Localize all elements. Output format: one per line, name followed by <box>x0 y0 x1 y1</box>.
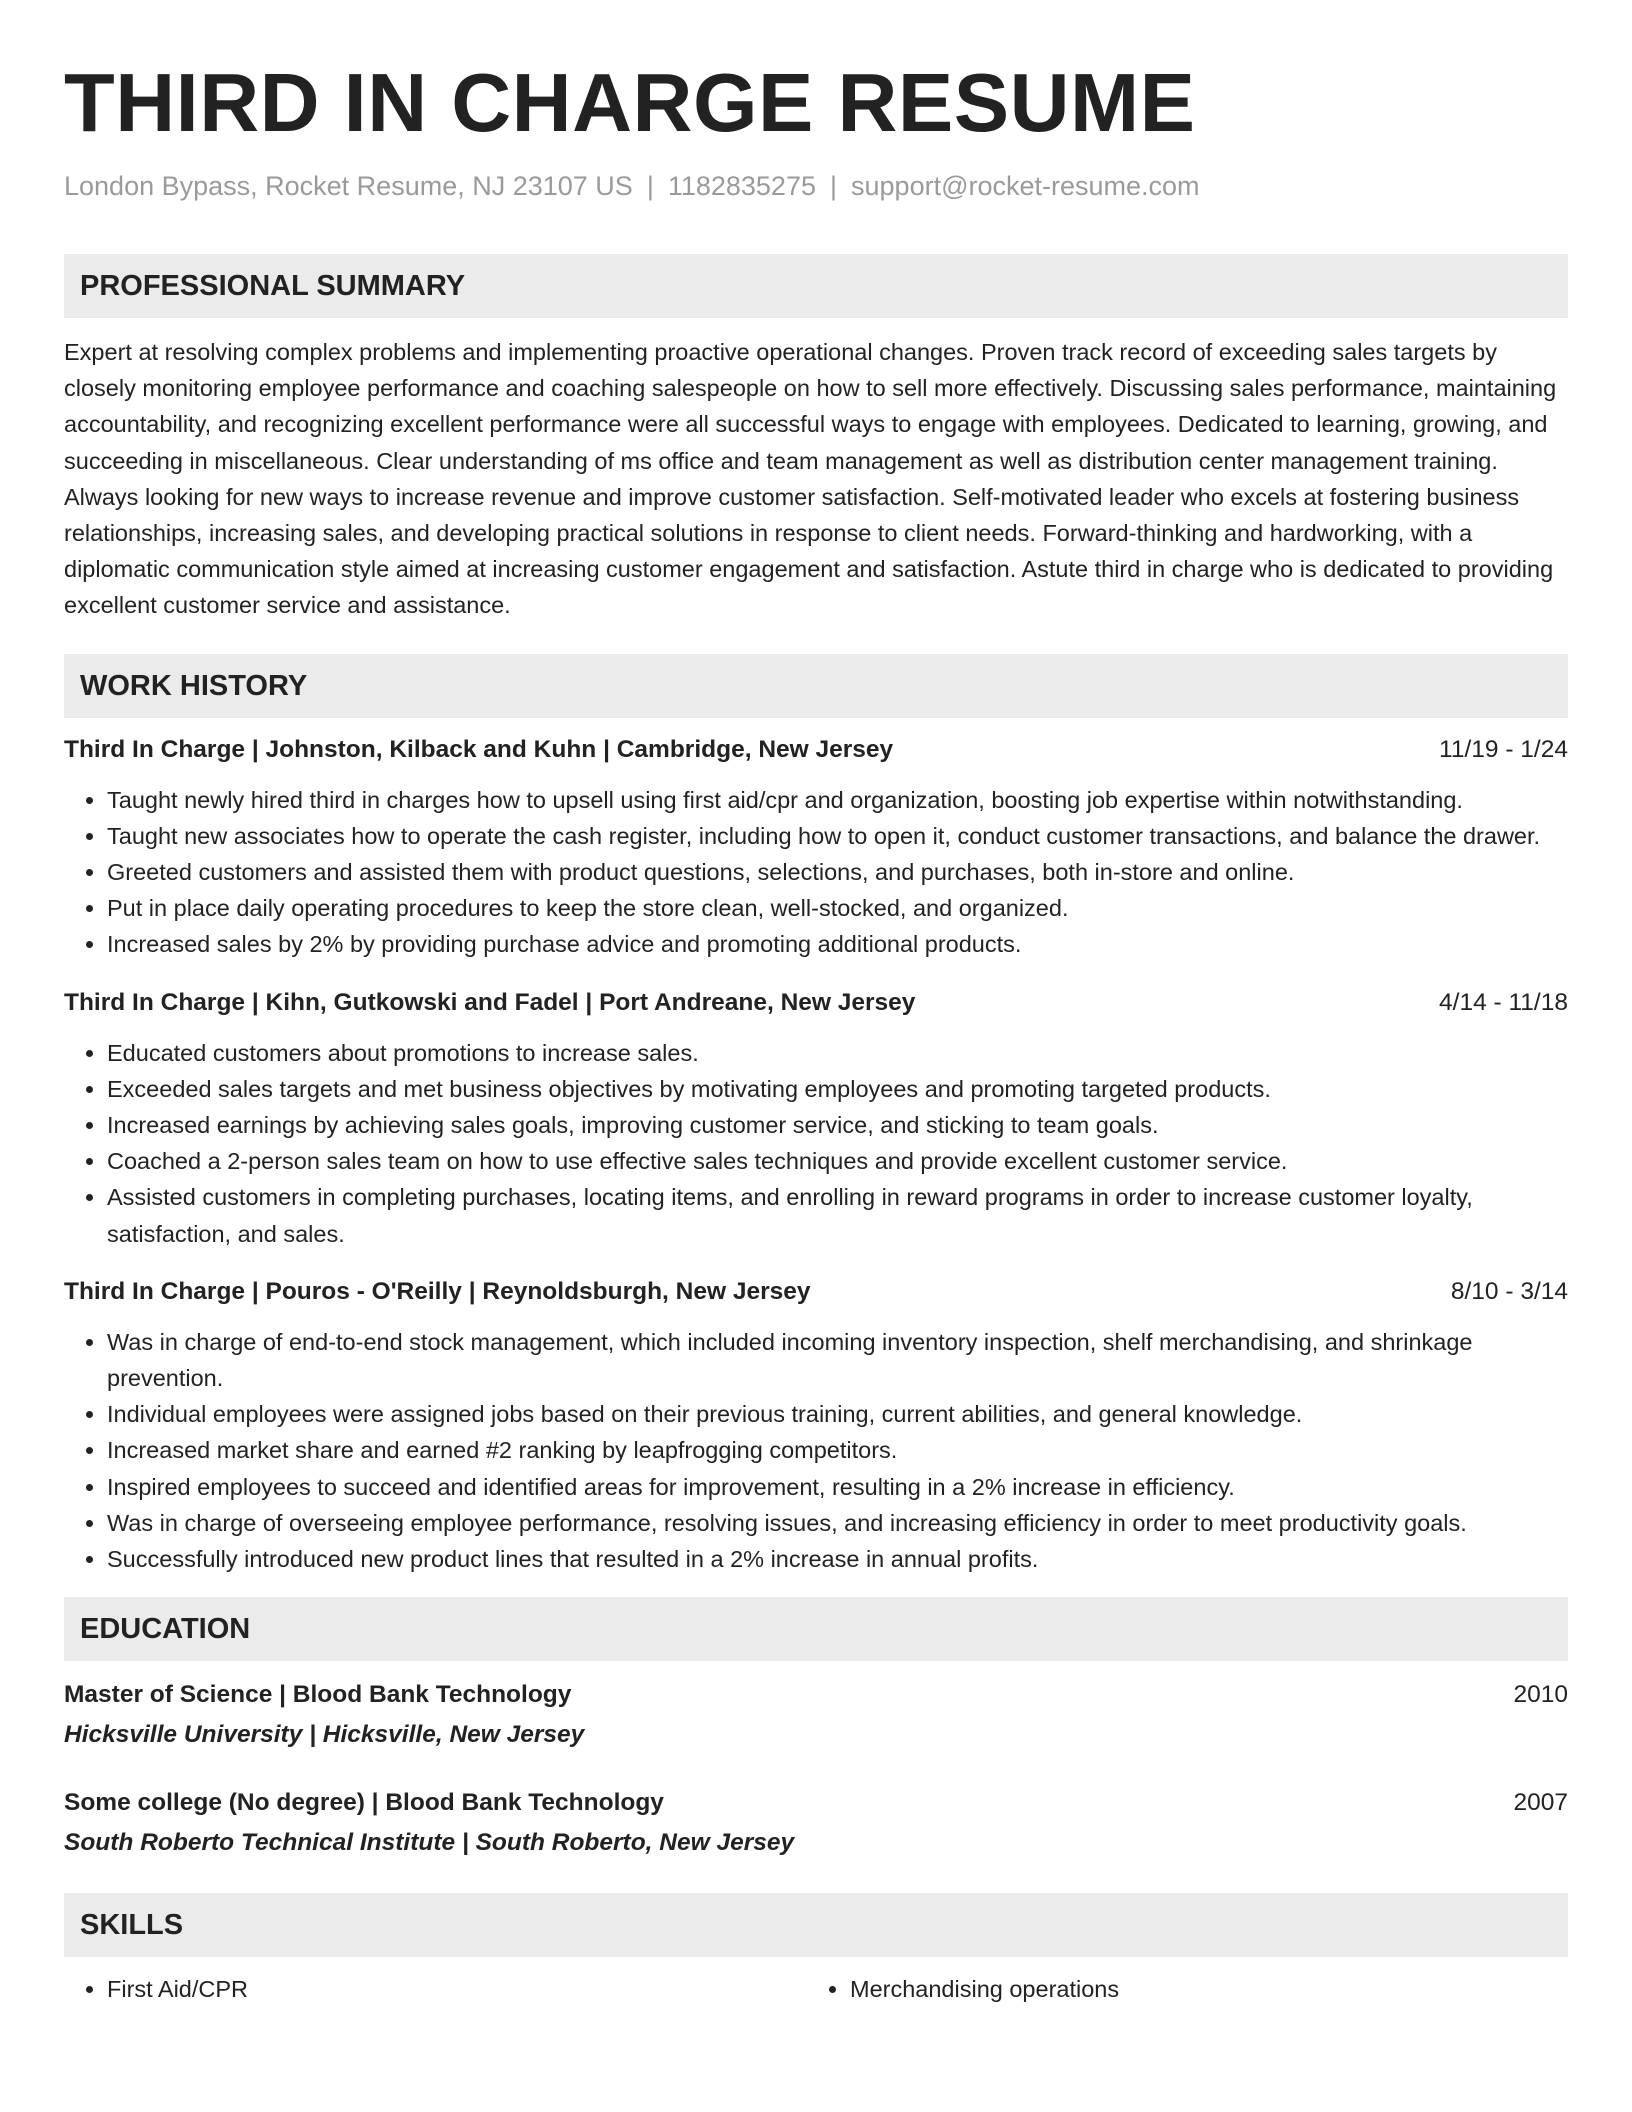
education-degree: Master of Science | Blood Bank Technology <box>64 1681 572 1709</box>
job-dates: 11/19 - 1/24 <box>1439 735 1568 763</box>
resume-page <box>64 52 1568 2007</box>
job-bullets <box>64 782 1568 963</box>
job-bullet: • Greeted customers and assisted them with product questions, selections, and purchases, both in-store and online. <box>107 854 1568 890</box>
skills-list <box>64 1971 1568 2007</box>
contact-line <box>64 168 1568 204</box>
skill-item: • Merchandising operations <box>850 1971 1550 2007</box>
education-year: 2007 <box>1513 1789 1568 1817</box>
summary-text: Expert at resolving complex problems and implementing proactive operational changes. Proven track record of exceeding sales targets by closely monitoring employee performance and coaching salespeople on how to sell more effectively. Discussing sales performance, maintaining accountability, and recognizing excellent performance were all successful ways to engage with employees. Dedicated to learning, growing, and succeeding in miscellaneous. Clear understanding of ms office and team management as well as distribution center management training. Always looking for new ways to increase revenue and improve customer satisfaction. Self-motivated leader who excels at fostering business relationships, increasing sales, and developing practical solutions in response to client needs. Forward-thinking and hardworking, with a diplomatic communication style aimed at increasing customer engagement and satisfaction. Astute third in charge who is dedicated to providing excellent customer service and assistance. <box>64 339 1557 619</box>
job-header <box>64 1274 1568 1310</box>
job-bullet: • Individual employees were assigned jobs based on their previous training, current abilities, and general knowledge. <box>107 1396 1568 1432</box>
job-bullet: • Increased sales by 2% by providing purchase advice and promoting additional products. <box>107 926 1568 962</box>
education-entry <box>64 1783 1568 1863</box>
job-bullet: • Increased market share and earned #2 ranking by leapfrogging competitors. <box>107 1432 1568 1468</box>
job-header <box>64 985 1568 1021</box>
job-header <box>64 732 1568 768</box>
job-title: Third In Charge | Kihn, Gutkowski and Fadel | Port Andreane, New Jersey <box>64 988 916 1016</box>
job-bullet: • Educated customers about promotions to increase sales. <box>107 1035 1568 1071</box>
contact-phone: 1182835275 <box>667 171 816 201</box>
education-heading: EDUCATION <box>64 1597 1568 1661</box>
job-bullet: • Exceeded sales targets and met business objectives by motivating employees and promoting targeted products. <box>107 1071 1568 1107</box>
job-bullets <box>64 1035 1568 1252</box>
job-entry <box>64 1274 1568 1577</box>
job-dates: 8/10 - 3/14 <box>1450 1277 1568 1305</box>
job-entry <box>64 732 1568 963</box>
contact-separator: | <box>830 171 838 201</box>
resume-title: THIRD IN CHARGE RESUME <box>64 56 1196 149</box>
job-bullet: • Inspired employees to succeed and identified areas for improvement, resulting in a 2% increase in efficiency. <box>107 1469 1568 1505</box>
job-bullet: • Was in charge of end-to-end stock management, which included incoming inventory inspection, shelf merchandising, and shrinkage prevention. <box>107 1324 1568 1396</box>
education-header <box>64 1783 1568 1823</box>
education-school: South Roberto Technical Institute | South Roberto, New Jersey <box>64 1829 795 1857</box>
job-bullet: • Coached a 2-person sales team on how to use effective sales techniques and provide excellent customer service. <box>107 1143 1568 1179</box>
education-year: 2010 <box>1513 1681 1568 1709</box>
job-bullet: • Was in charge of overseeing employee performance, resolving issues, and increasing efficiency in order to meet productivity goals. <box>107 1505 1568 1541</box>
job-title: Third In Charge | Johnston, Kilback and Kuhn | Cambridge, New Jersey <box>64 735 894 763</box>
job-entry <box>64 985 1568 1252</box>
job-bullets <box>64 1324 1568 1577</box>
job-bullet: • Assisted customers in completing purchases, locating items, and enrolling in reward programs in order to increase customer loyalty, satisfaction, and sales. <box>107 1179 1568 1251</box>
skill-item: • First Aid/CPR <box>107 1971 807 2007</box>
job-dates: 4/14 - 11/18 <box>1439 988 1568 1016</box>
education-header <box>64 1675 1568 1715</box>
education-entry <box>64 1675 1568 1755</box>
skills-column-right <box>807 1971 1550 2007</box>
contact-address: London Bypass, Rocket Resume, NJ 23107 US <box>64 171 633 201</box>
skills-column-left <box>64 1971 807 2007</box>
job-bullet: • Taught newly hired third in charges how to upsell using first aid/cpr and organization, boosting job expertise within notwithstanding. <box>107 782 1568 818</box>
job-bullet: • Put in place daily operating procedures to keep the store clean, well-stocked, and organized. <box>107 890 1568 926</box>
job-title: Third In Charge | Pouros - O'Reilly | Reynoldsburgh, New Jersey <box>64 1277 811 1305</box>
education-degree: Some college (No degree) | Blood Bank Technology <box>64 1789 664 1817</box>
education-school: Hicksville University | Hicksville, New Jersey <box>64 1721 585 1749</box>
summary-heading: PROFESSIONAL SUMMARY <box>64 254 1568 318</box>
contact-email: support@rocket-resume.com <box>851 171 1200 201</box>
job-bullet: • Taught new associates how to operate the cash register, including how to open it, conduct customer transactions, and balance the drawer. <box>107 818 1568 854</box>
work-history-heading: WORK HISTORY <box>64 654 1568 718</box>
job-bullet: • Successfully introduced new product lines that resulted in a 2% increase in annual profits. <box>107 1541 1568 1577</box>
job-bullet: • Increased earnings by achieving sales goals, improving customer service, and sticking to team goals. <box>107 1107 1568 1143</box>
skills-heading: SKILLS <box>64 1893 1568 1957</box>
contact-separator: | <box>646 171 654 201</box>
